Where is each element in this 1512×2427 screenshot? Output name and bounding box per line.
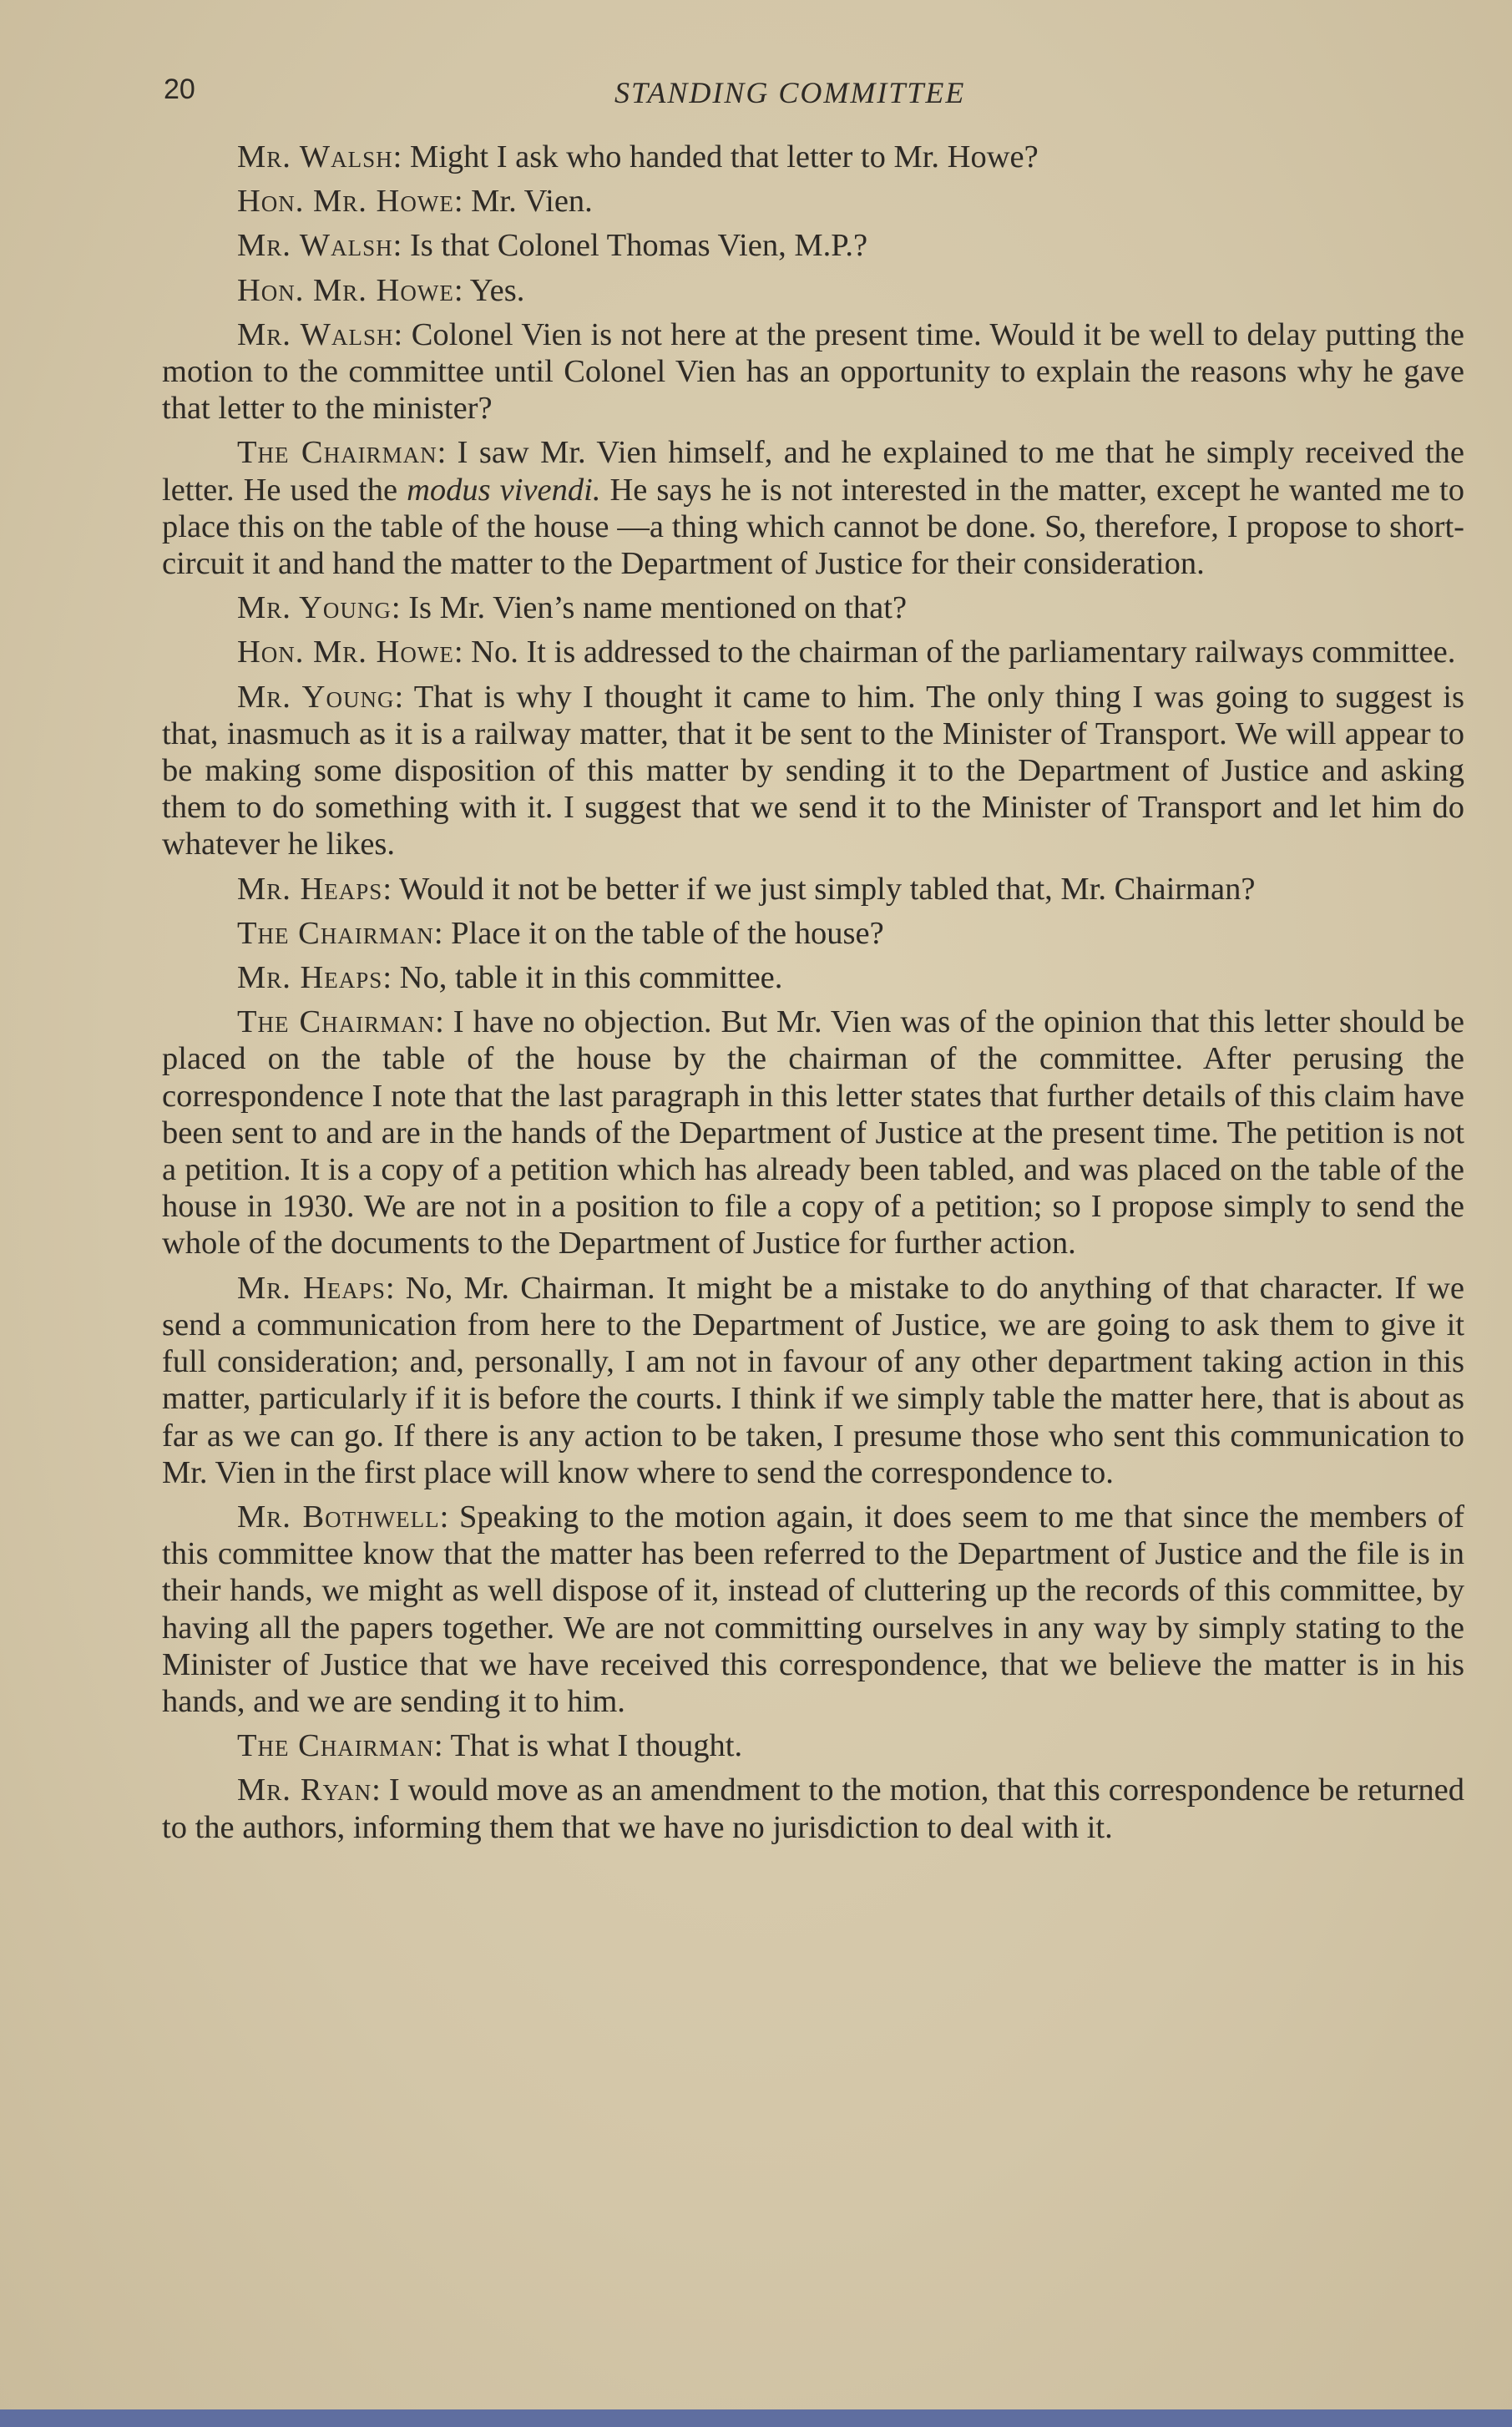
speaker-name: The Chairman [237, 1728, 434, 1764]
paragraph-text: I saw Mr. Vien himself, and he explained to me that he simply received the letter. He used the [162, 435, 1464, 508]
speaker-separator: : [372, 1772, 389, 1808]
paragraph [162, 227, 1464, 264]
page-number: 20 [164, 73, 195, 105]
paragraph [162, 871, 1464, 908]
paragraph [162, 634, 1464, 670]
paragraph [162, 1270, 1464, 1491]
speaker-name: The Chairman [237, 1004, 436, 1040]
speaker-separator: : [392, 228, 410, 264]
running-head [164, 73, 1399, 115]
paragraph-text: I would move as an amendment to the motion, that this correspondence be returned to the authors, informing them that we have no jurisdiction to deal with it. [162, 1772, 1464, 1845]
paragraph-text: Is Mr. Vien’s name mentioned on that? [408, 590, 908, 626]
paragraph [162, 139, 1464, 175]
speaker-name: Hon. Mr. Howe [237, 184, 454, 220]
paragraph [162, 272, 1464, 309]
paragraph [162, 589, 1464, 626]
speaker-name: The Chairman [237, 915, 434, 951]
speaker-name: Hon. Mr. Howe [237, 272, 454, 308]
speaker-separator: : [437, 435, 458, 471]
speaker-separator: : [435, 1004, 453, 1040]
speaker-name: Mr. Heaps [237, 871, 383, 907]
paragraph [162, 1727, 1464, 1764]
speaker-separator: : [393, 316, 412, 352]
paragraph-text: Colonel Vien is not here at the present time. Would it be well to delay putting the motion to the committee until Colonel Vien has an opportunity to explain the reasons why he gave that letter to the minister? [162, 316, 1464, 427]
speaker-separator: : [385, 1270, 406, 1306]
speaker-separator: : [433, 915, 452, 951]
speaker-name: Mr. Young [237, 679, 395, 715]
speaker-name: Mr. Ryan [237, 1772, 372, 1808]
speaker-separator: : [382, 871, 399, 907]
speaker-separator: : [453, 272, 470, 308]
paragraph [162, 915, 1464, 952]
speaker-name: Mr. Young [237, 590, 392, 626]
paragraph-text: He says he is not interested in the matter, except he wanted me to place this on the table of the house —a thing which cannot be done. So, therefore, I propose to short-circuit it and hand the matter to the Department of Justice for their consideration. [162, 472, 1464, 582]
paragraph [162, 1004, 1464, 1262]
speaker-name: Mr. Bothwell [237, 1499, 440, 1535]
speaker-name: Hon. Mr. Howe [237, 635, 454, 670]
speaker-name: Mr. Heaps [237, 1270, 386, 1306]
speaker-separator: : [453, 635, 472, 670]
speaker-name: Mr. Heaps [237, 960, 383, 996]
paragraph [162, 1772, 1464, 1845]
paragraph-text: Yes. [469, 272, 525, 308]
paragraph-text: I have no objection. But Mr. Vien was of the opinion that this letter should be placed on the table of the house by the chairman of the committee. After perusing the correspondence I note that the last paragraph in this letter states that further details of this claim have been sent to and are in the hands of the Department of Justice at the present time. The petition is not a petition. It is a copy of a petition which has already been tabled, and was placed on the table of the house in 1930. We are not in a position to file a copy of a petition; so I propose simply to send the whole of the documents to the Department of Justice for further action. [162, 1004, 1464, 1262]
paragraph-text: Might I ask who handed that letter to Mr. Howe? [409, 139, 1039, 174]
scan-bottom-edge [0, 2409, 1512, 2427]
transcript-body [162, 139, 1464, 1853]
paragraph-text: No. It is addressed to the chairman of the parliamentary railways committee. [471, 635, 1456, 670]
paragraph-text: That is why I thought it came to him. The only thing I was going to suggest is that, inasmuch as it is a railway matter, that it be sent to the Minister of Transport. We will appear to be making some disposition of this matter by sending it to the Department of Justice and asking them to do something with it. I suggest that we send it to the Minister of Transport and let him do whatever he likes. [162, 679, 1464, 862]
speaker-separator: : [392, 139, 410, 174]
speaker-name: Mr. Walsh [237, 139, 393, 174]
speaker-separator: : [433, 1728, 451, 1764]
speaker-separator: : [382, 960, 400, 996]
paragraph-text: No, table it in this committee. [399, 960, 783, 996]
speaker-separator: : [439, 1499, 459, 1535]
paragraph-text: Is that Colonel Thomas Vien, M.P.? [409, 228, 868, 264]
speaker-separator: : [453, 184, 472, 220]
italic-phrase: modus vivendi. [407, 472, 601, 508]
paragraph [162, 316, 1464, 427]
paragraph-text: Mr. Vien. [471, 184, 593, 220]
speaker-separator: : [391, 590, 409, 626]
paragraph [162, 959, 1464, 996]
paragraph-text: Place it on the table of the house? [451, 915, 884, 951]
speaker-name: Mr. Walsh [237, 228, 393, 264]
paragraph-text: That is what I thought. [450, 1728, 743, 1764]
speaker-separator: : [394, 679, 414, 715]
paragraph [162, 434, 1464, 582]
paragraph-text: Speaking to the motion again, it does seem to me that since the members of this committee know that the matter has been referred to the Department of Justice and the file is in their hands, we might as well dispose of it, instead of cluttering up the records of this committee, by having all the papers together. We are not committing ourselves in any way by simply stating to the Minister of Justice that we have received this correspondence, that we believe the matter is in his hands, and we are sending it to him. [162, 1499, 1465, 1719]
paragraph [162, 1499, 1464, 1720]
paragraph [162, 183, 1464, 220]
running-title: STANDING COMMITTEE [614, 76, 966, 109]
speaker-name: Mr. Walsh [237, 316, 394, 352]
paragraph-text: Would it not be better if we just simply tabled that, Mr. Chairman? [398, 871, 1256, 907]
speaker-name: The Chairman [237, 435, 437, 471]
paragraph [162, 679, 1464, 863]
paragraph-text: No, Mr. Chairman. It might be a mistake to do anything of that character. If we send a communication from here to the Department of Justice, we are going to ask them to give it full consideration; and, personally, I am not in favour of any other department taking action in this matter, particularly if it is before the courts. I think if we simply table the matter here, that is about as far as we can go. If there is any action to be taken, I presume those who sent this communication to Mr. Vien in the first place will know where to send the correspondence to. [162, 1270, 1464, 1490]
